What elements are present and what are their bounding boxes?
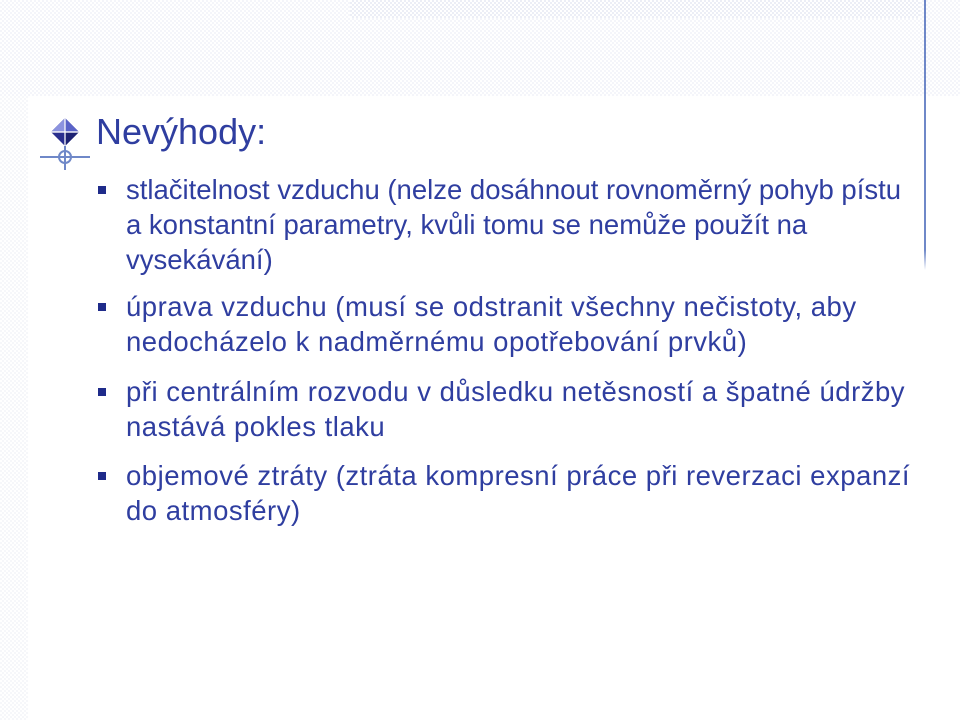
bullet-item (94, 289, 914, 359)
bullet-text: úprava vzduchu (musí se odstranit všechny nečistoty, aby nedocházelo k nadměrnému opotřebování prvků) (126, 291, 857, 357)
slide-title: Nevýhody: (96, 111, 267, 152)
diamond-crosshair-icon (40, 110, 90, 170)
bullet-item (94, 458, 914, 528)
bullet-item (94, 374, 914, 444)
bullet-text: objemové ztráty (ztráta kompresní práce při reverzaci expanzí do atmosféry) (126, 460, 910, 526)
square-bullet-icon (98, 186, 106, 194)
square-bullet-icon (98, 388, 106, 396)
decorative-vertical-line-fade (924, 250, 926, 270)
background-pattern-left (0, 96, 28, 720)
bullet-list (94, 172, 914, 540)
bullet-text: stlačitelnost vzduchu (nelze dosáhnout rovnoměrný pohyb pístu a konstantní parametry, kvůli tomu se nemůže použít na vysekávání) (126, 174, 902, 275)
bullet-text: při centrálním rozvodu v důsledku netěsností a špatné údržby nastává pokles tlaku (126, 376, 906, 442)
bullet-item (94, 172, 914, 277)
background-pattern-band (350, 0, 920, 18)
square-bullet-icon (98, 472, 106, 480)
decorative-vertical-line (924, 0, 926, 250)
square-bullet-icon (98, 303, 106, 311)
